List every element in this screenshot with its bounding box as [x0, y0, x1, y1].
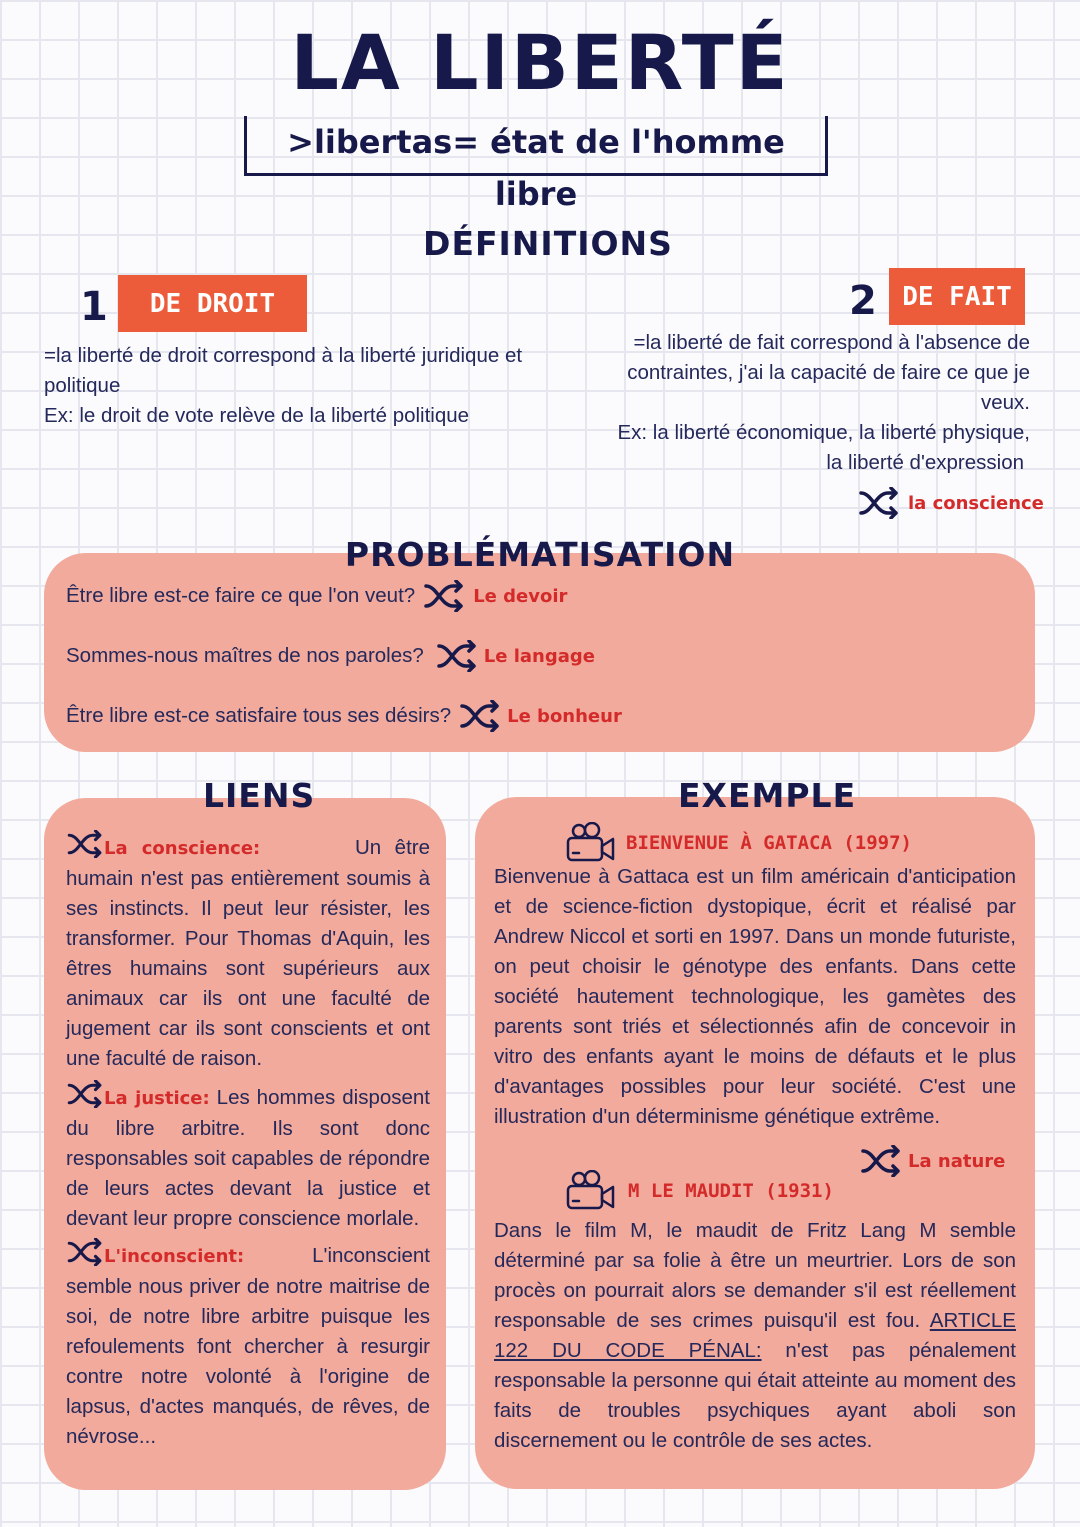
page-title: LA LIBERTÉ [290, 18, 790, 107]
exemple-heading: EXEMPLE [678, 776, 857, 815]
question-text: Sommes-nous maîtres de nos paroles? [66, 644, 424, 667]
link-nature [860, 1145, 1005, 1177]
camera-icon [566, 822, 616, 864]
lien-label: L'inconscient: [104, 1246, 245, 1267]
film-heading [566, 822, 912, 864]
shuffle-icon [423, 580, 465, 612]
definition-fait-example: Ex: la liberté économique, la liberté physique, [617, 421, 1030, 444]
definition-droit-line: =la liberté de droit correspond à la liberté juridique et [44, 344, 523, 367]
question-row [66, 581, 567, 611]
definitions-heading: DÉFINITIONS [423, 224, 673, 263]
film-heading [566, 1170, 834, 1212]
liens-content [66, 830, 430, 1452]
lien-text: L'inconscient semble nous priver de notre maitrise de soi, de notre libre arbitre puisque les refoulements font chercher à resurgir contre notre volonté à l'origine de lapsus, d'actes manqués, de rêves, de névrose... [66, 1244, 430, 1448]
question-text: Être libre est-ce satisfaire tous ses désirs? [66, 704, 452, 727]
liens-heading: LIENS [203, 776, 316, 815]
lien-text: Les hommes disposent du libre arbitre. Ils sont donc responsables soit capables de répondre de leurs actes devant la justice et devant leur propre conscience morlale. [66, 1086, 431, 1230]
link-conscience-fait [858, 487, 1044, 519]
question-row [66, 701, 622, 731]
lien-label: La conscience: [104, 838, 261, 859]
definition-number-1: 1 [80, 284, 108, 330]
subtitle: >libertas= état de l'homme libre [287, 123, 785, 213]
shuffle-icon [858, 487, 900, 519]
shuffle-icon [436, 640, 478, 672]
definition-fait-text [560, 328, 1030, 478]
film-title: BIENVENUE À GATACA (1997) [626, 832, 912, 854]
shuffle-icon [860, 1145, 902, 1177]
lien-text: Un être humain n'est pas entièrement soumis à ses instincts. Il peut leur résister, les transformer. Pour Thomas d'Aquin, les êtres humains sont supérieurs aux animaux car ils ont une faculté de jugement car ils sont conscients et ont une faculté de raison. [66, 836, 430, 1070]
film-title: M LE MAUDIT (1931) [628, 1180, 834, 1202]
lien-label: La justice: [104, 1088, 210, 1109]
problematisation-heading: PROBLÉMATISATION [344, 535, 736, 574]
definition-fait-line: veux. [981, 391, 1030, 414]
shuffle-icon [66, 830, 104, 858]
tag-de-fait: DE FAIT [889, 268, 1025, 325]
lien-item [66, 1238, 430, 1452]
film2-text: Dans le film M, le maudit de Fritz Lang M semble déterminé par sa folie à être un meurtrier. Lors de son procès on pourrait alors se demander s'il est réellement responsable de ses crimes puisqu'il est fou. [494, 1219, 1016, 1332]
link-label: La nature [908, 1150, 1006, 1172]
article-text: n'est pas pénalement responsable la personne qui était atteinte au moment des faits de troubles psychiques ayant aboli son discernement ou le contrôle de ses actes. [494, 1339, 1016, 1452]
definition-number-2: 2 [849, 278, 877, 324]
film2-description [494, 1216, 1016, 1456]
tag-de-droit: DE DROIT [118, 275, 307, 332]
lien-item [66, 1080, 430, 1234]
question-text: Être libre est-ce faire ce que l'on veut? [66, 584, 416, 607]
definition-droit-text [44, 341, 574, 431]
link-label: Le langage [483, 645, 595, 667]
definition-fait-line: contraintes, j'ai la capacité de faire ce que je [627, 361, 1030, 384]
subtitle-box [244, 116, 828, 213]
film1-description: Bienvenue à Gattaca est un film américain d'anticipation et de science-fiction dystopique, écrit et réalisé par Andrew Niccol et sorti en 1997. Dans un monde futuriste, on peut choisir le génotype des enfants. Dans cette société hautement technologique, les gamètes des parents sont triés et sélectionnés afin de concevoir in vitro des enfants ayant le moins de défauts et le plus d'avantages possibles pour leur société. C'est une illustration d'un déterminisme génétique extrême. [494, 865, 1016, 1128]
definition-droit-example: Ex: le droit de vote relève de la liberté politique [44, 404, 470, 427]
definition-fait-line: =la liberté de fait correspond à l'absence de [633, 331, 1030, 354]
article-label: ARTICLE 122 DU CODE PÉNAL: [494, 1309, 1016, 1362]
link-label: Le bonheur [507, 705, 622, 727]
question-row [66, 641, 595, 671]
definition-fait-example: la liberté d'expression [826, 451, 1024, 474]
camera-icon [566, 1170, 616, 1212]
link-label: Le devoir [473, 585, 568, 607]
definition-droit-line: politique [44, 374, 121, 397]
lien-item [66, 830, 430, 1074]
shuffle-icon [66, 1080, 104, 1108]
shuffle-icon [459, 700, 501, 732]
shuffle-icon [66, 1238, 104, 1266]
link-label: la conscience [908, 492, 1044, 514]
